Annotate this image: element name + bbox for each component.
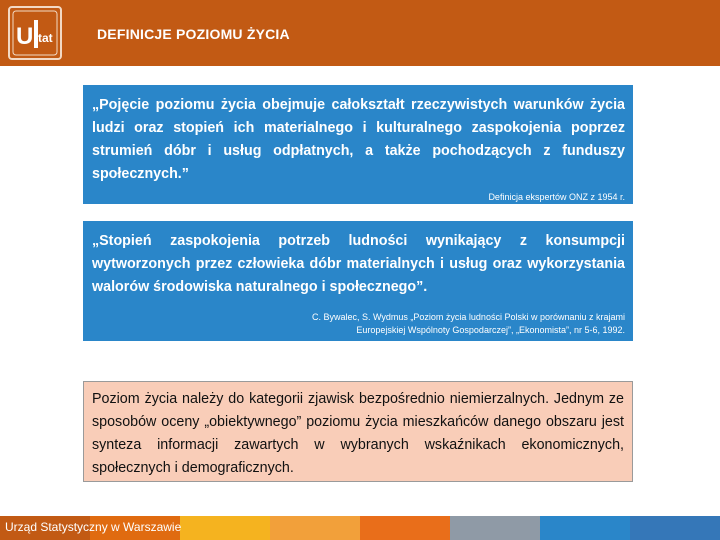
footer-segment xyxy=(360,516,450,540)
footer-segment xyxy=(450,516,540,540)
definition-bywalec-box xyxy=(83,221,633,341)
note-box: Poziom życia należy do kategorii zjawisk bezpośrednio niemierzalnych. Jednym ze sposobów oceny „obiektywnego” poziomu życia mieszkańców danego obszaru jest synteza informacji zawartych w wybranych wskaźnikach ekonomicznych, społecznych i demograficznych. xyxy=(83,381,633,482)
ustat-logo xyxy=(8,6,62,60)
svg-text:U: U xyxy=(16,23,34,50)
footer-segment xyxy=(630,516,720,540)
ustat-logo-icon xyxy=(10,8,60,58)
svg-text:tat: tat xyxy=(38,31,53,45)
definition-un-box xyxy=(83,85,633,204)
footer-segment xyxy=(180,516,270,540)
definition-bywalec-source xyxy=(92,311,625,337)
source-line-1: C. Bywalec, S. Wydmus „Poziom życia ludności Polski w porównaniu z krajami xyxy=(311,312,625,322)
footer-institution: Urząd Statystyczny w Warszawie xyxy=(5,520,182,534)
header-bar xyxy=(0,0,720,66)
definition-bywalec-quote: „Stopień zaspokojenia potrzeb ludności wynikający z konsumpcji wytworzonych przez człowieka dóbr materialnych i usług oraz wykorzystania walorów środowiska naturalnego i społecznego”. xyxy=(92,233,625,295)
definition-un-quote: „Pojęcie poziomu życia obejmuje całokształt rzeczywistych warunków życia ludzi oraz stopień ich materialnego i kulturalnego zaspokojenia poprzez strumień dóbr i usług odpłatnych, a także pochodzących z funduszy społecznych.” xyxy=(92,97,625,182)
footer-bar xyxy=(0,516,720,540)
footer-segment xyxy=(270,516,360,540)
source-line-2: Europejskiej Wspólnoty Gospodarczej”, „Ekonomista”, nr 5-6, 1992. xyxy=(356,325,625,335)
page-title: DEFINICJE POZIOMU ŻYCIA xyxy=(97,26,290,42)
footer-segment xyxy=(540,516,630,540)
definition-un-source: Definicja ekspertów ONZ z 1954 r. xyxy=(488,192,625,202)
